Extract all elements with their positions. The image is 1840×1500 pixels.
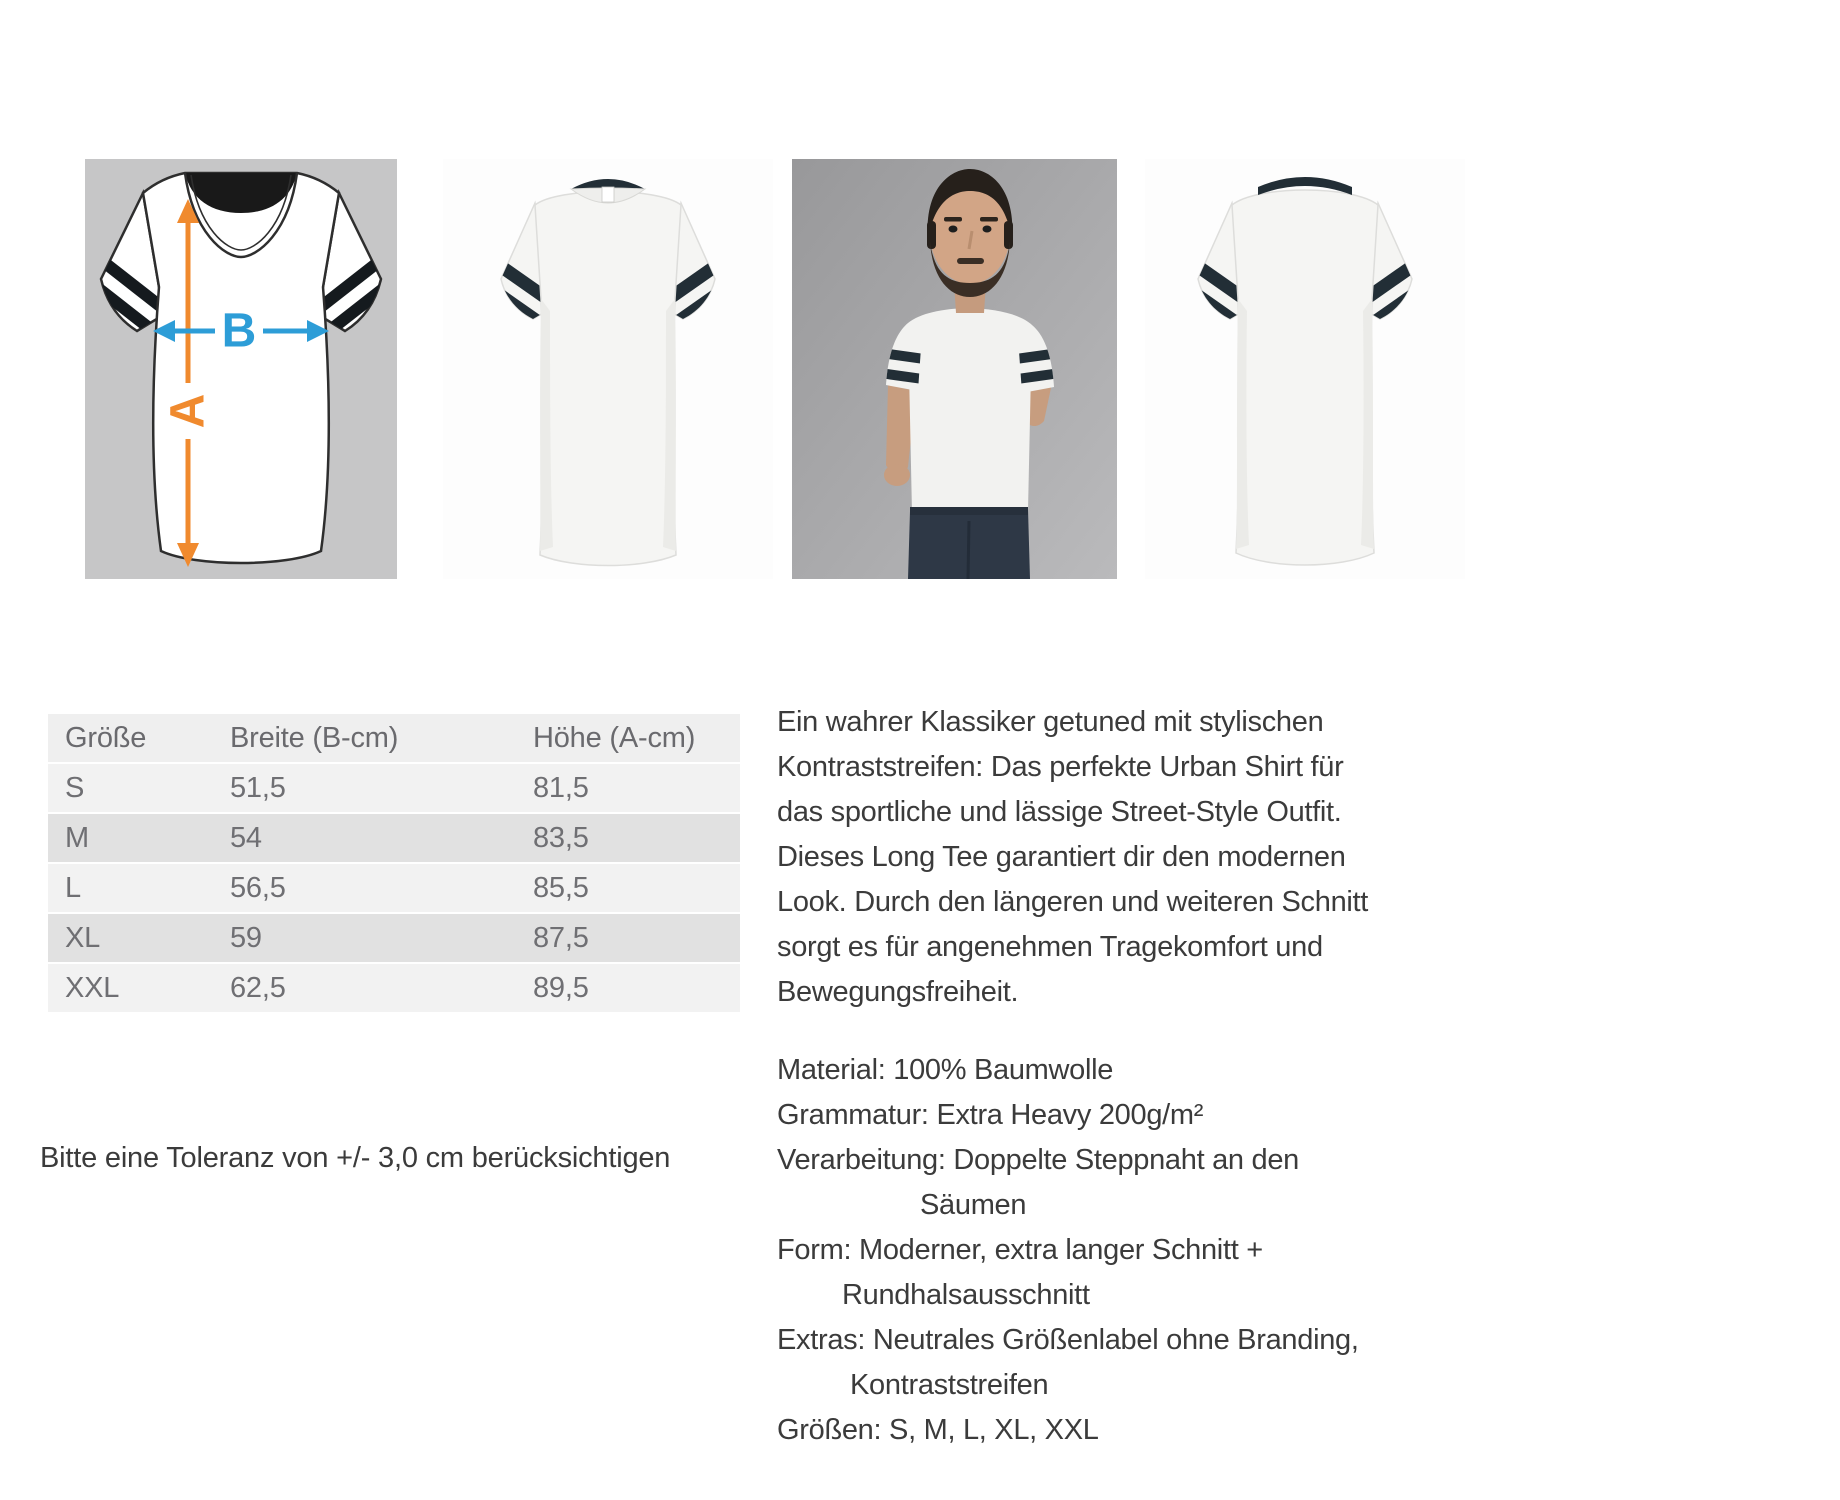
tshirt-outline (143, 173, 339, 563)
tolerance-note: Bitte eine Toleranz von +/- 3,0 cm berücksichtigen (40, 1142, 671, 1174)
cell-size: XXL (65, 972, 120, 1004)
column-header-hoehe: Höhe (A-cm) (533, 722, 696, 754)
spec-line-groessen: Größen: S, M, L, XL, XXL (777, 1414, 1099, 1446)
description-specs (777, 1048, 1368, 1453)
size-diagram-image (85, 159, 397, 579)
size-table-header-row (48, 714, 740, 764)
description-intro (777, 700, 1368, 1015)
table-row (48, 814, 740, 864)
model-shirt (908, 308, 1032, 519)
model-photo-image (792, 159, 1117, 579)
spec-line-material: Material: 100% Baumwolle (777, 1054, 1114, 1086)
cell-breite: 54 (230, 822, 262, 854)
product-description (777, 700, 1368, 1453)
description-line: Dieses Long Tee garantiert dir den modernen (777, 841, 1346, 873)
model-photo-drawing (792, 159, 1117, 579)
cell-hoehe: 81,5 (533, 772, 589, 804)
cell-size: L (65, 872, 81, 904)
width-label: B (221, 304, 257, 358)
description-line: Look. Durch den längeren und weiteren Schnitt (777, 886, 1369, 918)
cell-hoehe: 85,5 (533, 872, 589, 904)
cell-size: XL (65, 922, 101, 954)
description-line: Ein wahrer Klassiker getuned mit stylischen (777, 706, 1324, 738)
spec-line-form: Form: Moderner, extra langer Schnitt + (777, 1234, 1263, 1266)
table-row (48, 864, 740, 914)
cell-breite: 59 (230, 922, 262, 954)
table-row (48, 914, 740, 964)
cell-size: M (65, 822, 89, 854)
spec-line-verarbeitung: Verarbeitung: Doppelte Steppnaht an den (777, 1144, 1299, 1176)
size-table (48, 714, 740, 1012)
description-line: Kontraststreifen: Das perfekte Urban Shirt für (777, 751, 1344, 783)
cell-hoehe: 89,5 (533, 972, 589, 1004)
shirt-back-body (1232, 190, 1378, 565)
spec-line-form-cont: Rundhalsausschnitt (842, 1279, 1090, 1311)
column-header-groesse: Größe (65, 722, 147, 754)
cell-hoehe: 87,5 (533, 922, 589, 954)
cell-breite: 51,5 (230, 772, 286, 804)
cell-breite: 62,5 (230, 972, 286, 1004)
spec-line-extras: Extras: Neutrales Größenlabel ohne Branding, (777, 1324, 1359, 1356)
shirt-front-body (535, 192, 681, 566)
column-header-breite: Breite (B-cm) (230, 722, 399, 754)
shirt-front-drawing (443, 159, 773, 579)
height-label: A (161, 393, 215, 429)
cell-breite: 56,5 (230, 872, 286, 904)
spec-line-verarbeitung-cont: Säumen (920, 1189, 1027, 1221)
description-line: sorgt es für angenehmen Tragekomfort und (777, 931, 1323, 963)
size-diagram-drawing (85, 159, 397, 579)
table-row (48, 764, 740, 814)
table-row (48, 964, 740, 1012)
spec-line-extras-cont: Kontraststreifen (850, 1369, 1049, 1401)
description-line: Bewegungsfreiheit. (777, 976, 1019, 1008)
cell-hoehe: 83,5 (533, 822, 589, 854)
shirt-back-image (1145, 159, 1465, 579)
shirt-back-drawing (1145, 159, 1465, 579)
spec-line-grammatur: Grammatur: Extra Heavy 200g/m² (777, 1099, 1204, 1131)
description-line: das sportliche und lässige Street-Style Outfit. (777, 796, 1342, 828)
neck-label (602, 187, 614, 202)
shirt-front-image (443, 159, 773, 579)
cell-size: S (65, 772, 85, 804)
